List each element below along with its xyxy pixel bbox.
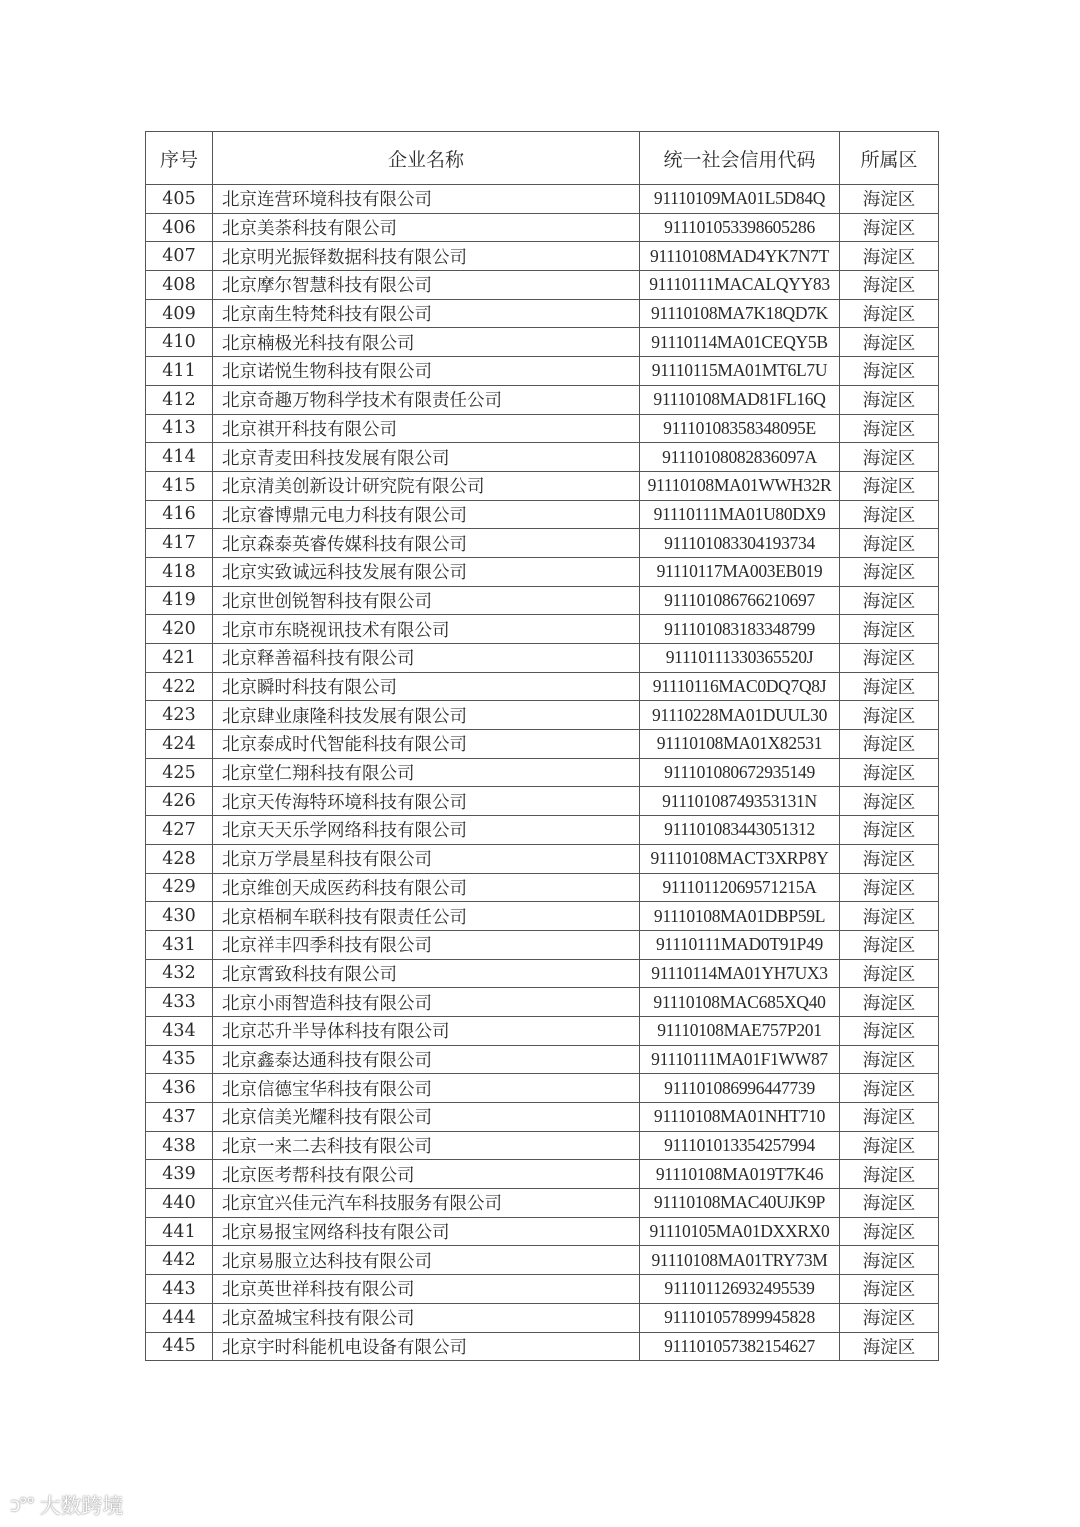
cell-serial-number: 416 [146,500,213,529]
cell-credit-code: 911101083443051312 [640,816,840,845]
cell-company-name: 北京青麦田科技发展有限公司 [213,443,640,472]
cell-district: 海淀区 [840,644,939,673]
cell-district: 海淀区 [840,1189,939,1218]
cell-serial-number: 412 [146,385,213,414]
cell-credit-code: 91110112069571215A [640,873,840,902]
cell-serial-number: 411 [146,357,213,386]
cell-credit-code: 91110108MAC685XQ40 [640,988,840,1017]
cell-district: 海淀区 [840,844,939,873]
cell-company-name: 北京森泰英睿传媒科技有限公司 [213,529,640,558]
cell-serial-number: 419 [146,586,213,615]
cell-company-name: 北京一来二去科技有限公司 [213,1131,640,1160]
table-row [146,1303,939,1332]
cell-serial-number: 430 [146,902,213,931]
cell-company-name: 北京祺开科技有限公司 [213,414,640,443]
cell-company-name: 北京明光振铎数据科技有限公司 [213,242,640,271]
cell-serial-number: 440 [146,1189,213,1218]
cell-district: 海淀区 [840,902,939,931]
cell-credit-code: 91110108358348095E [640,414,840,443]
cell-district: 海淀区 [840,1016,939,1045]
cell-credit-code: 911101126932495539 [640,1275,840,1304]
cell-company-name: 北京宜兴佳元汽车科技服务有限公司 [213,1189,640,1218]
cell-serial-number: 439 [146,1160,213,1189]
cell-credit-code: 91110108MA019T7K46 [640,1160,840,1189]
cell-serial-number: 433 [146,988,213,1017]
cell-serial-number: 426 [146,787,213,816]
cell-district: 海淀区 [840,672,939,701]
cell-company-name: 北京睿博鼎元电力科技有限公司 [213,500,640,529]
table-row [146,271,939,300]
table-row [146,385,939,414]
table-row [146,1189,939,1218]
table-row [146,1246,939,1275]
cell-credit-code: 91110114MA01YH7UX3 [640,959,840,988]
cell-serial-number: 405 [146,185,213,214]
cell-district: 海淀区 [840,1246,939,1275]
watermark-logo-icon: ↄ°° [10,1494,34,1516]
cell-serial-number: 428 [146,844,213,873]
cell-company-name: 北京万学晨星科技有限公司 [213,844,640,873]
cell-serial-number: 436 [146,1074,213,1103]
table-row [146,787,939,816]
cell-company-name: 北京天传海特环境科技有限公司 [213,787,640,816]
cell-serial-number: 415 [146,471,213,500]
cell-company-name: 北京信美光耀科技有限公司 [213,1103,640,1132]
table-row [146,1160,939,1189]
table-row [146,443,939,472]
cell-district: 海淀区 [840,357,939,386]
cell-credit-code: 91110108MACT3XRP8Y [640,844,840,873]
table-row [146,1217,939,1246]
cell-district: 海淀区 [840,328,939,357]
cell-company-name: 北京霄致科技有限公司 [213,959,640,988]
cell-credit-code: 91110111MAD0T91P49 [640,930,840,959]
cell-district: 海淀区 [840,1074,939,1103]
table-row [146,500,939,529]
table-row [146,357,939,386]
cell-company-name: 北京信德宝华科技有限公司 [213,1074,640,1103]
cell-district: 海淀区 [840,213,939,242]
cell-serial-number: 442 [146,1246,213,1275]
cell-district: 海淀区 [840,500,939,529]
cell-district: 海淀区 [840,1303,939,1332]
cell-company-name: 北京清美创新设计研究院有限公司 [213,471,640,500]
cell-credit-code: 91110108082836097A [640,443,840,472]
table-row [146,988,939,1017]
cell-credit-code: 91110108MAE757P201 [640,1016,840,1045]
cell-credit-code: 91110108749353131N [640,787,840,816]
cell-serial-number: 431 [146,930,213,959]
cell-district: 海淀区 [840,1275,939,1304]
cell-credit-code: 911101083183348799 [640,615,840,644]
cell-serial-number: 422 [146,672,213,701]
cell-serial-number: 406 [146,213,213,242]
table-body [146,185,939,1361]
table-row [146,242,939,271]
cell-district: 海淀区 [840,615,939,644]
table-row [146,644,939,673]
cell-serial-number: 429 [146,873,213,902]
cell-credit-code: 91110116MAC0DQ7Q8J [640,672,840,701]
company-list-table [145,131,939,1361]
cell-company-name: 北京医考帮科技有限公司 [213,1160,640,1189]
cell-credit-code: 91110109MA01L5D84Q [640,185,840,214]
table-row [146,1103,939,1132]
cell-company-name: 北京盈城宝科技有限公司 [213,1303,640,1332]
table-row [146,414,939,443]
table-row [146,816,939,845]
table-row [146,672,939,701]
cell-company-name: 北京世创锐智科技有限公司 [213,586,640,615]
table-row [146,844,939,873]
cell-district: 海淀区 [840,930,939,959]
cell-district: 海淀区 [840,988,939,1017]
table-row [146,1045,939,1074]
table-row [146,1131,939,1160]
cell-company-name: 北京鑫泰达通科技有限公司 [213,1045,640,1074]
cell-district: 海淀区 [840,471,939,500]
cell-credit-code: 91110111330365520J [640,644,840,673]
cell-credit-code: 911101086766210697 [640,586,840,615]
cell-company-name: 北京市东晓视讯技术有限公司 [213,615,640,644]
table-row [146,529,939,558]
cell-credit-code: 91110105MA01DXXRX0 [640,1217,840,1246]
cell-company-name: 北京瞬时科技有限公司 [213,672,640,701]
cell-credit-code: 91110108MAC40UJK9P [640,1189,840,1218]
cell-serial-number: 408 [146,271,213,300]
cell-district: 海淀区 [840,758,939,787]
cell-district: 海淀区 [840,185,939,214]
cell-company-name: 北京实致诚远科技发展有限公司 [213,557,640,586]
table-row [146,730,939,759]
cell-company-name: 北京易服立达科技有限公司 [213,1246,640,1275]
cell-company-name: 北京天天乐学网络科技有限公司 [213,816,640,845]
table-row [146,873,939,902]
cell-serial-number: 438 [146,1131,213,1160]
cell-company-name: 北京摩尔智慧科技有限公司 [213,271,640,300]
table-row [146,701,939,730]
cell-serial-number: 407 [146,242,213,271]
header-district: 所属区 [840,132,939,185]
table-header-row [146,132,939,185]
cell-district: 海淀区 [840,414,939,443]
cell-serial-number: 443 [146,1275,213,1304]
cell-company-name: 北京楠极光科技有限公司 [213,328,640,357]
cell-credit-code: 91110117MA003EB019 [640,557,840,586]
cell-company-name: 北京宇时科能机电设备有限公司 [213,1332,640,1361]
cell-serial-number: 410 [146,328,213,357]
cell-serial-number: 432 [146,959,213,988]
cell-credit-code: 91110111MA01U80DX9 [640,500,840,529]
table-row [146,959,939,988]
cell-company-name: 北京芯升半导体科技有限公司 [213,1016,640,1045]
cell-district: 海淀区 [840,873,939,902]
cell-company-name: 北京连营环境科技有限公司 [213,185,640,214]
cell-credit-code: 91110115MA01MT6L7U [640,357,840,386]
cell-credit-code: 91110111MACALQYY83 [640,271,840,300]
cell-district: 海淀区 [840,299,939,328]
cell-district: 海淀区 [840,816,939,845]
cell-serial-number: 421 [146,644,213,673]
cell-district: 海淀区 [840,529,939,558]
table-row [146,1074,939,1103]
cell-district: 海淀区 [840,1045,939,1074]
table-row [146,557,939,586]
cell-company-name: 北京南生特梵科技有限公司 [213,299,640,328]
table-row [146,758,939,787]
cell-serial-number: 444 [146,1303,213,1332]
cell-serial-number: 435 [146,1045,213,1074]
cell-district: 海淀区 [840,701,939,730]
table-row [146,1332,939,1361]
cell-credit-code: 911101086996447739 [640,1074,840,1103]
cell-company-name: 北京堂仁翔科技有限公司 [213,758,640,787]
cell-company-name: 北京泰成时代智能科技有限公司 [213,730,640,759]
cell-company-name: 北京美荼科技有限公司 [213,213,640,242]
cell-district: 海淀区 [840,443,939,472]
table-row [146,930,939,959]
cell-company-name: 北京释善福科技有限公司 [213,644,640,673]
cell-credit-code: 911101013354257994 [640,1131,840,1160]
cell-district: 海淀区 [840,1103,939,1132]
cell-credit-code: 91110108MAD81FL16Q [640,385,840,414]
cell-serial-number: 418 [146,557,213,586]
cell-credit-code: 911101080672935149 [640,758,840,787]
table-row [146,328,939,357]
watermark-text: 大数跨境 [39,1494,124,1518]
cell-serial-number: 409 [146,299,213,328]
cell-serial-number: 434 [146,1016,213,1045]
cell-credit-code: 91110108MA01DBP59L [640,902,840,931]
cell-company-name: 北京祥丰四季科技有限公司 [213,930,640,959]
cell-company-name: 北京梧桐车联科技有限责任公司 [213,902,640,931]
cell-company-name: 北京奇趣万物科学技术有限责任公司 [213,385,640,414]
table-row [146,299,939,328]
cell-serial-number: 423 [146,701,213,730]
table-row [146,185,939,214]
cell-company-name: 北京肆业康隆科技发展有限公司 [213,701,640,730]
cell-credit-code: 91110228MA01DUUL30 [640,701,840,730]
table-row [146,213,939,242]
table-row [146,1275,939,1304]
table-row [146,471,939,500]
cell-credit-code: 911101053398605286 [640,213,840,242]
cell-credit-code: 91110114MA01CEQY5B [640,328,840,357]
cell-district: 海淀区 [840,557,939,586]
cell-serial-number: 425 [146,758,213,787]
cell-credit-code: 91110108MA01NHT710 [640,1103,840,1132]
cell-credit-code: 91110108MA01X82531 [640,730,840,759]
cell-serial-number: 417 [146,529,213,558]
cell-district: 海淀区 [840,1160,939,1189]
header-company-name: 企业名称 [213,132,640,185]
header-serial-number: 序号 [146,132,213,185]
cell-serial-number: 414 [146,443,213,472]
cell-credit-code: 91110111MA01F1WW87 [640,1045,840,1074]
table-row [146,1016,939,1045]
table-row [146,615,939,644]
cell-district: 海淀区 [840,1332,939,1361]
cell-serial-number: 413 [146,414,213,443]
cell-company-name: 北京小雨智造科技有限公司 [213,988,640,1017]
cell-district: 海淀区 [840,1217,939,1246]
cell-district: 海淀区 [840,242,939,271]
cell-company-name: 北京英世祥科技有限公司 [213,1275,640,1304]
cell-serial-number: 427 [146,816,213,845]
header-credit-code: 统一社会信用代码 [640,132,840,185]
cell-district: 海淀区 [840,787,939,816]
cell-company-name: 北京诺悦生物科技有限公司 [213,357,640,386]
cell-credit-code: 911101057382154627 [640,1332,840,1361]
cell-credit-code: 911101057899945828 [640,1303,840,1332]
cell-credit-code: 911101083304193734 [640,529,840,558]
cell-serial-number: 445 [146,1332,213,1361]
cell-district: 海淀区 [840,730,939,759]
cell-company-name: 北京易报宝网络科技有限公司 [213,1217,640,1246]
cell-district: 海淀区 [840,1131,939,1160]
watermark [10,1490,123,1520]
cell-district: 海淀区 [840,959,939,988]
cell-credit-code: 91110108MA01TRY73M [640,1246,840,1275]
cell-credit-code: 91110108MA7K18QD7K [640,299,840,328]
cell-credit-code: 91110108MA01WWH32R [640,471,840,500]
cell-credit-code: 91110108MAD4YK7N7T [640,242,840,271]
cell-district: 海淀区 [840,271,939,300]
cell-company-name: 北京维创天成医药科技有限公司 [213,873,640,902]
cell-district: 海淀区 [840,385,939,414]
cell-serial-number: 424 [146,730,213,759]
table-row [146,586,939,615]
cell-serial-number: 437 [146,1103,213,1132]
cell-serial-number: 441 [146,1217,213,1246]
cell-district: 海淀区 [840,586,939,615]
cell-serial-number: 420 [146,615,213,644]
table-row [146,902,939,931]
